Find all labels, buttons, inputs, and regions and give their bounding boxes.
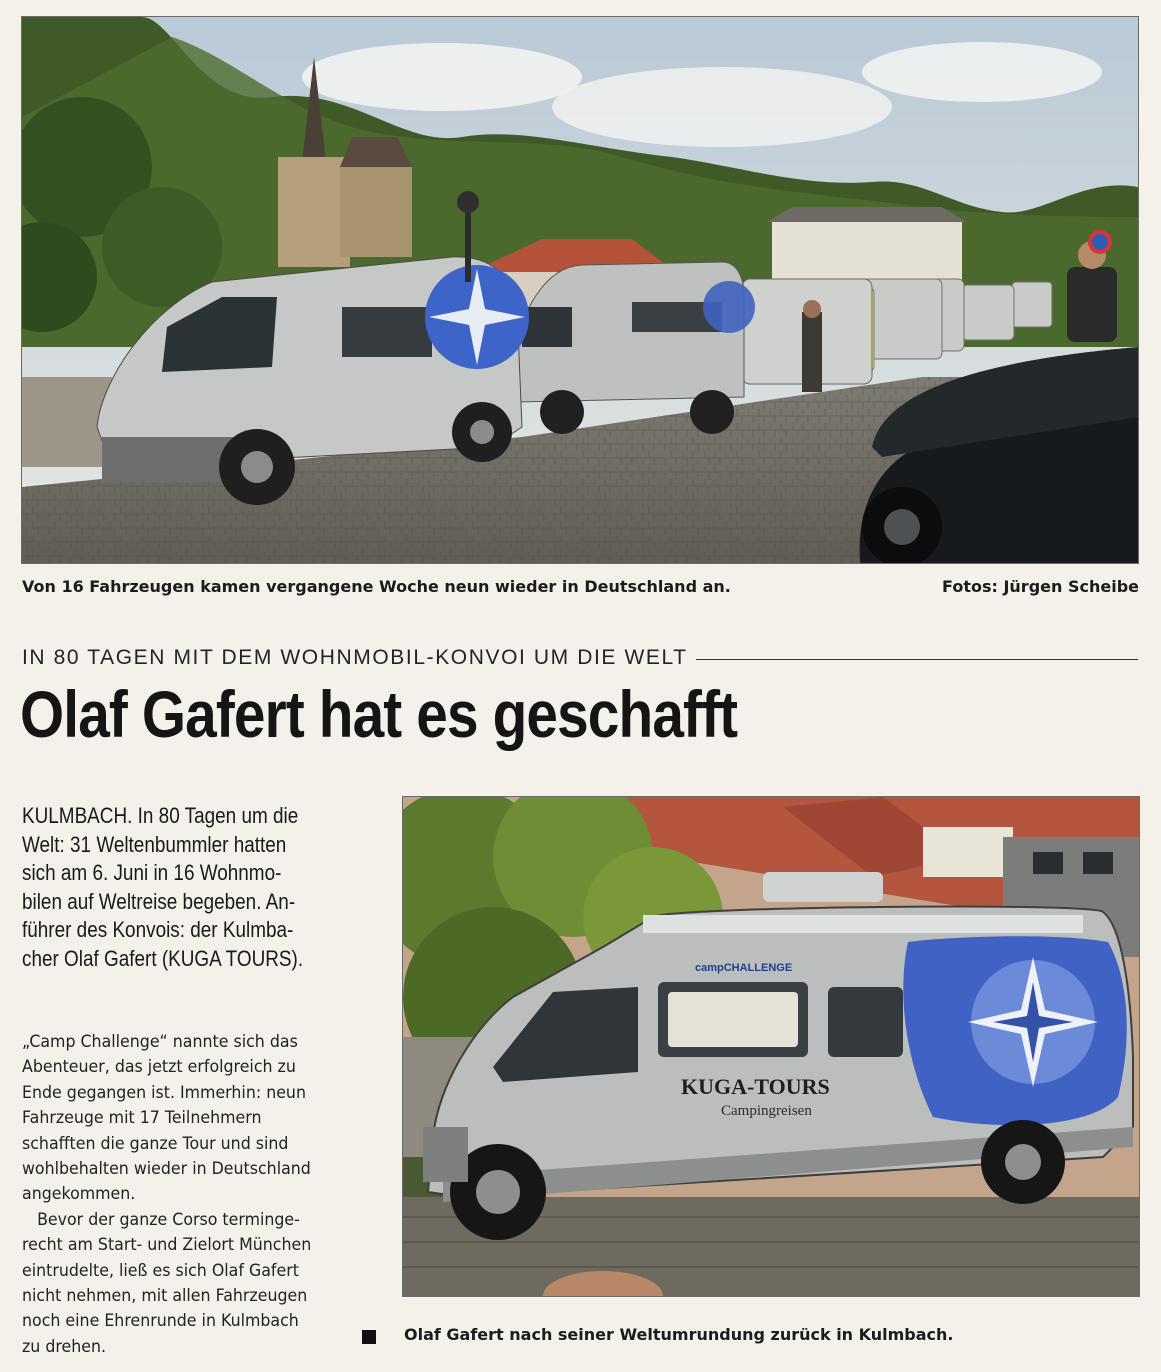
- body-line: schafften die ganze Tour und sind: [22, 1133, 289, 1154]
- body-text: [22, 1030, 378, 1360]
- body-line: eintrudelte, ließ es sich Olaf Gafert: [22, 1260, 299, 1281]
- lead-line: Welt: 31 Weltenbummler hatten: [22, 831, 287, 857]
- lead-line: führer des Konvois: der Kulmba-: [22, 917, 294, 942]
- photo-credit: Fotos: Jürgen Scheibe: [942, 577, 1139, 596]
- body-line: Fahrzeuge mit 17 Teilnehmern: [22, 1108, 262, 1129]
- body-line: Abenteuer, das jetzt erfolgreich zu: [22, 1057, 296, 1078]
- body-line: wohlbehalten wieder in Deutschland: [22, 1159, 311, 1180]
- body-line: noch eine Ehrenrunde in Kulmbach: [22, 1311, 299, 1332]
- kicker-text: IN 80 TAGEN MIT DEM WOHNMOBIL-KONVOI UM DIE WELT: [22, 646, 688, 669]
- body-line: recht am Start- und Zielort München: [22, 1235, 312, 1256]
- van-photo: [402, 796, 1140, 1297]
- body-line: nicht nehmen, mit allen Fahrzeugen: [22, 1286, 308, 1307]
- body-line: „Camp Challenge“ nannte sich das: [22, 1032, 298, 1052]
- lead-line: KULMBACH. In 80 Tagen um die: [22, 803, 299, 828]
- headline: Olaf Gafert hat es geschafft: [20, 677, 738, 751]
- compass-decal-icon: [425, 265, 529, 369]
- caption-top: Von 16 Fahrzeugen kamen vergangene Woche neun wieder in Deutschland an.: [22, 577, 731, 596]
- kicker: [22, 646, 1138, 670]
- body-line: Ende gegangen ist. Immerhin: neun: [22, 1082, 306, 1103]
- lead-paragraph: [22, 802, 382, 973]
- body-line: Bevor der ganze Corso terminge-: [22, 1209, 300, 1230]
- lead-line: cher Olaf Gafert (KUGA TOURS).: [22, 945, 304, 971]
- lead-line: bilen auf Weltreise begeben. An-: [22, 888, 296, 914]
- van-brand-text: KUGA-TOURS: [681, 1074, 830, 1099]
- van-logo-text: campCHALLENGE: [695, 962, 793, 974]
- body-line: zu drehen.: [22, 1336, 107, 1357]
- lead-line: sich am 6. Juni in 16 Wohnmo-: [22, 860, 282, 885]
- end-of-article-mark: [362, 1330, 376, 1344]
- caption-bottom: Olaf Gafert nach seiner Weltumrundung zurück in Kulmbach.: [404, 1325, 954, 1344]
- compass-decal-icon: [903, 936, 1126, 1125]
- van-sub-text: Campingreisen: [721, 1103, 812, 1119]
- convoy-photo: [21, 16, 1139, 564]
- body-line: angekommen.: [22, 1184, 136, 1205]
- kicker-rule: [696, 659, 1138, 660]
